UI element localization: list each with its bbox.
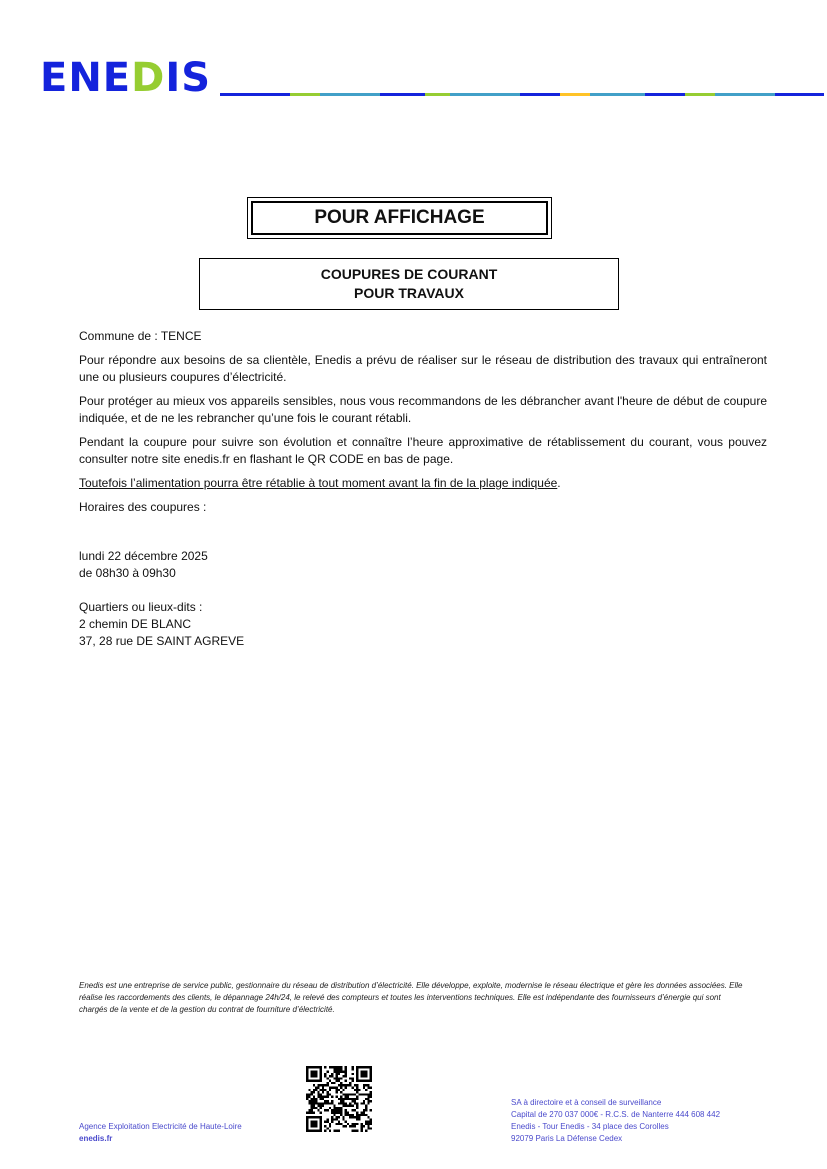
commune: Commune de : TENCE <box>79 329 202 343</box>
outage-date: lundi 22 décembre 2025 <box>79 549 208 563</box>
paragraph-3: Pendant la coupure pour suivre son évolution et connaître l’heure approximative de rétablissement du courant, vous pouvez consulter notre site enedis.fr en flashant le QR CODE en bas de page. <box>79 435 767 466</box>
subtitle-line-2: POUR TRAVAUX <box>354 285 464 301</box>
company-line: 92079 Paris La Défense Cedex <box>511 1134 623 1143</box>
agency-name: Agence Exploitation Electricité de Haute-Loire <box>79 1122 242 1131</box>
paragraph-2: Pour protéger au mieux vos appareils sensibles, nous vous recommandons de les débrancher avant l'heure de début de coupure indiquée, et de ne les rebrancher qu’une fois le courant rétabli. <box>79 394 767 425</box>
legal-notice: Enedis est une entreprise de service public, gestionnaire du réseau de distribution d’électricité. Elle développe, exploite, modernise le réseau électrique et gère les données associées. Elle réalise les raccordements des clients, le dépannage 24h/24, le relevé des compteurs et toutes les interventions techniques. Elle est indépendante des fournisseurs d’énergie qui sont chargés de la vente et de la gestion du contrat de fourniture d’électricité. <box>79 981 743 1014</box>
company-line: SA à directoire et à conseil de surveillance <box>511 1098 662 1107</box>
notice-body <box>79 328 767 650</box>
page-title: POUR AFFICHAGE <box>251 201 548 235</box>
footer-agency <box>79 1121 242 1145</box>
enedis-logo: ENEDIS <box>40 55 212 101</box>
areas-label: Quartiers ou lieux-dits : <box>79 600 203 614</box>
outage-time: de 08h30 à 09h30 <box>79 566 176 580</box>
schedule-label: Horaires des coupures : <box>79 500 207 514</box>
area-item: 37, 28 rue DE SAINT AGREVE <box>79 634 245 648</box>
warning-paragraph <box>79 475 767 492</box>
warning-text: Toutefois l’alimentation pourra être rétablie à tout moment avant la fin de la plage indiquée <box>79 476 558 490</box>
title-box <box>247 197 552 239</box>
site-link[interactable]: enedis.fr <box>79 1134 113 1143</box>
qr-code-icon[interactable] <box>306 1066 372 1132</box>
area-item: 2 chemin DE BLANC <box>79 617 192 631</box>
company-line: Capital de 270 037 000€ - R.C.S. de Nanterre 444 608 442 <box>511 1110 721 1119</box>
paragraph-1: Pour répondre aux besoins de sa clientèle, Enedis a prévu de réaliser sur le réseau de distribution des travaux qui entraîneront une ou plusieurs coupures d’électricité. <box>79 353 767 384</box>
subtitle-box <box>199 258 619 310</box>
subtitle-line-1: COUPURES DE COURANT <box>320 266 498 282</box>
brand-stripe <box>220 93 824 96</box>
footer-company <box>511 1097 720 1145</box>
warning-end: . <box>557 476 561 490</box>
company-line: Enedis - Tour Enedis - 34 place des Corolles <box>511 1122 669 1131</box>
